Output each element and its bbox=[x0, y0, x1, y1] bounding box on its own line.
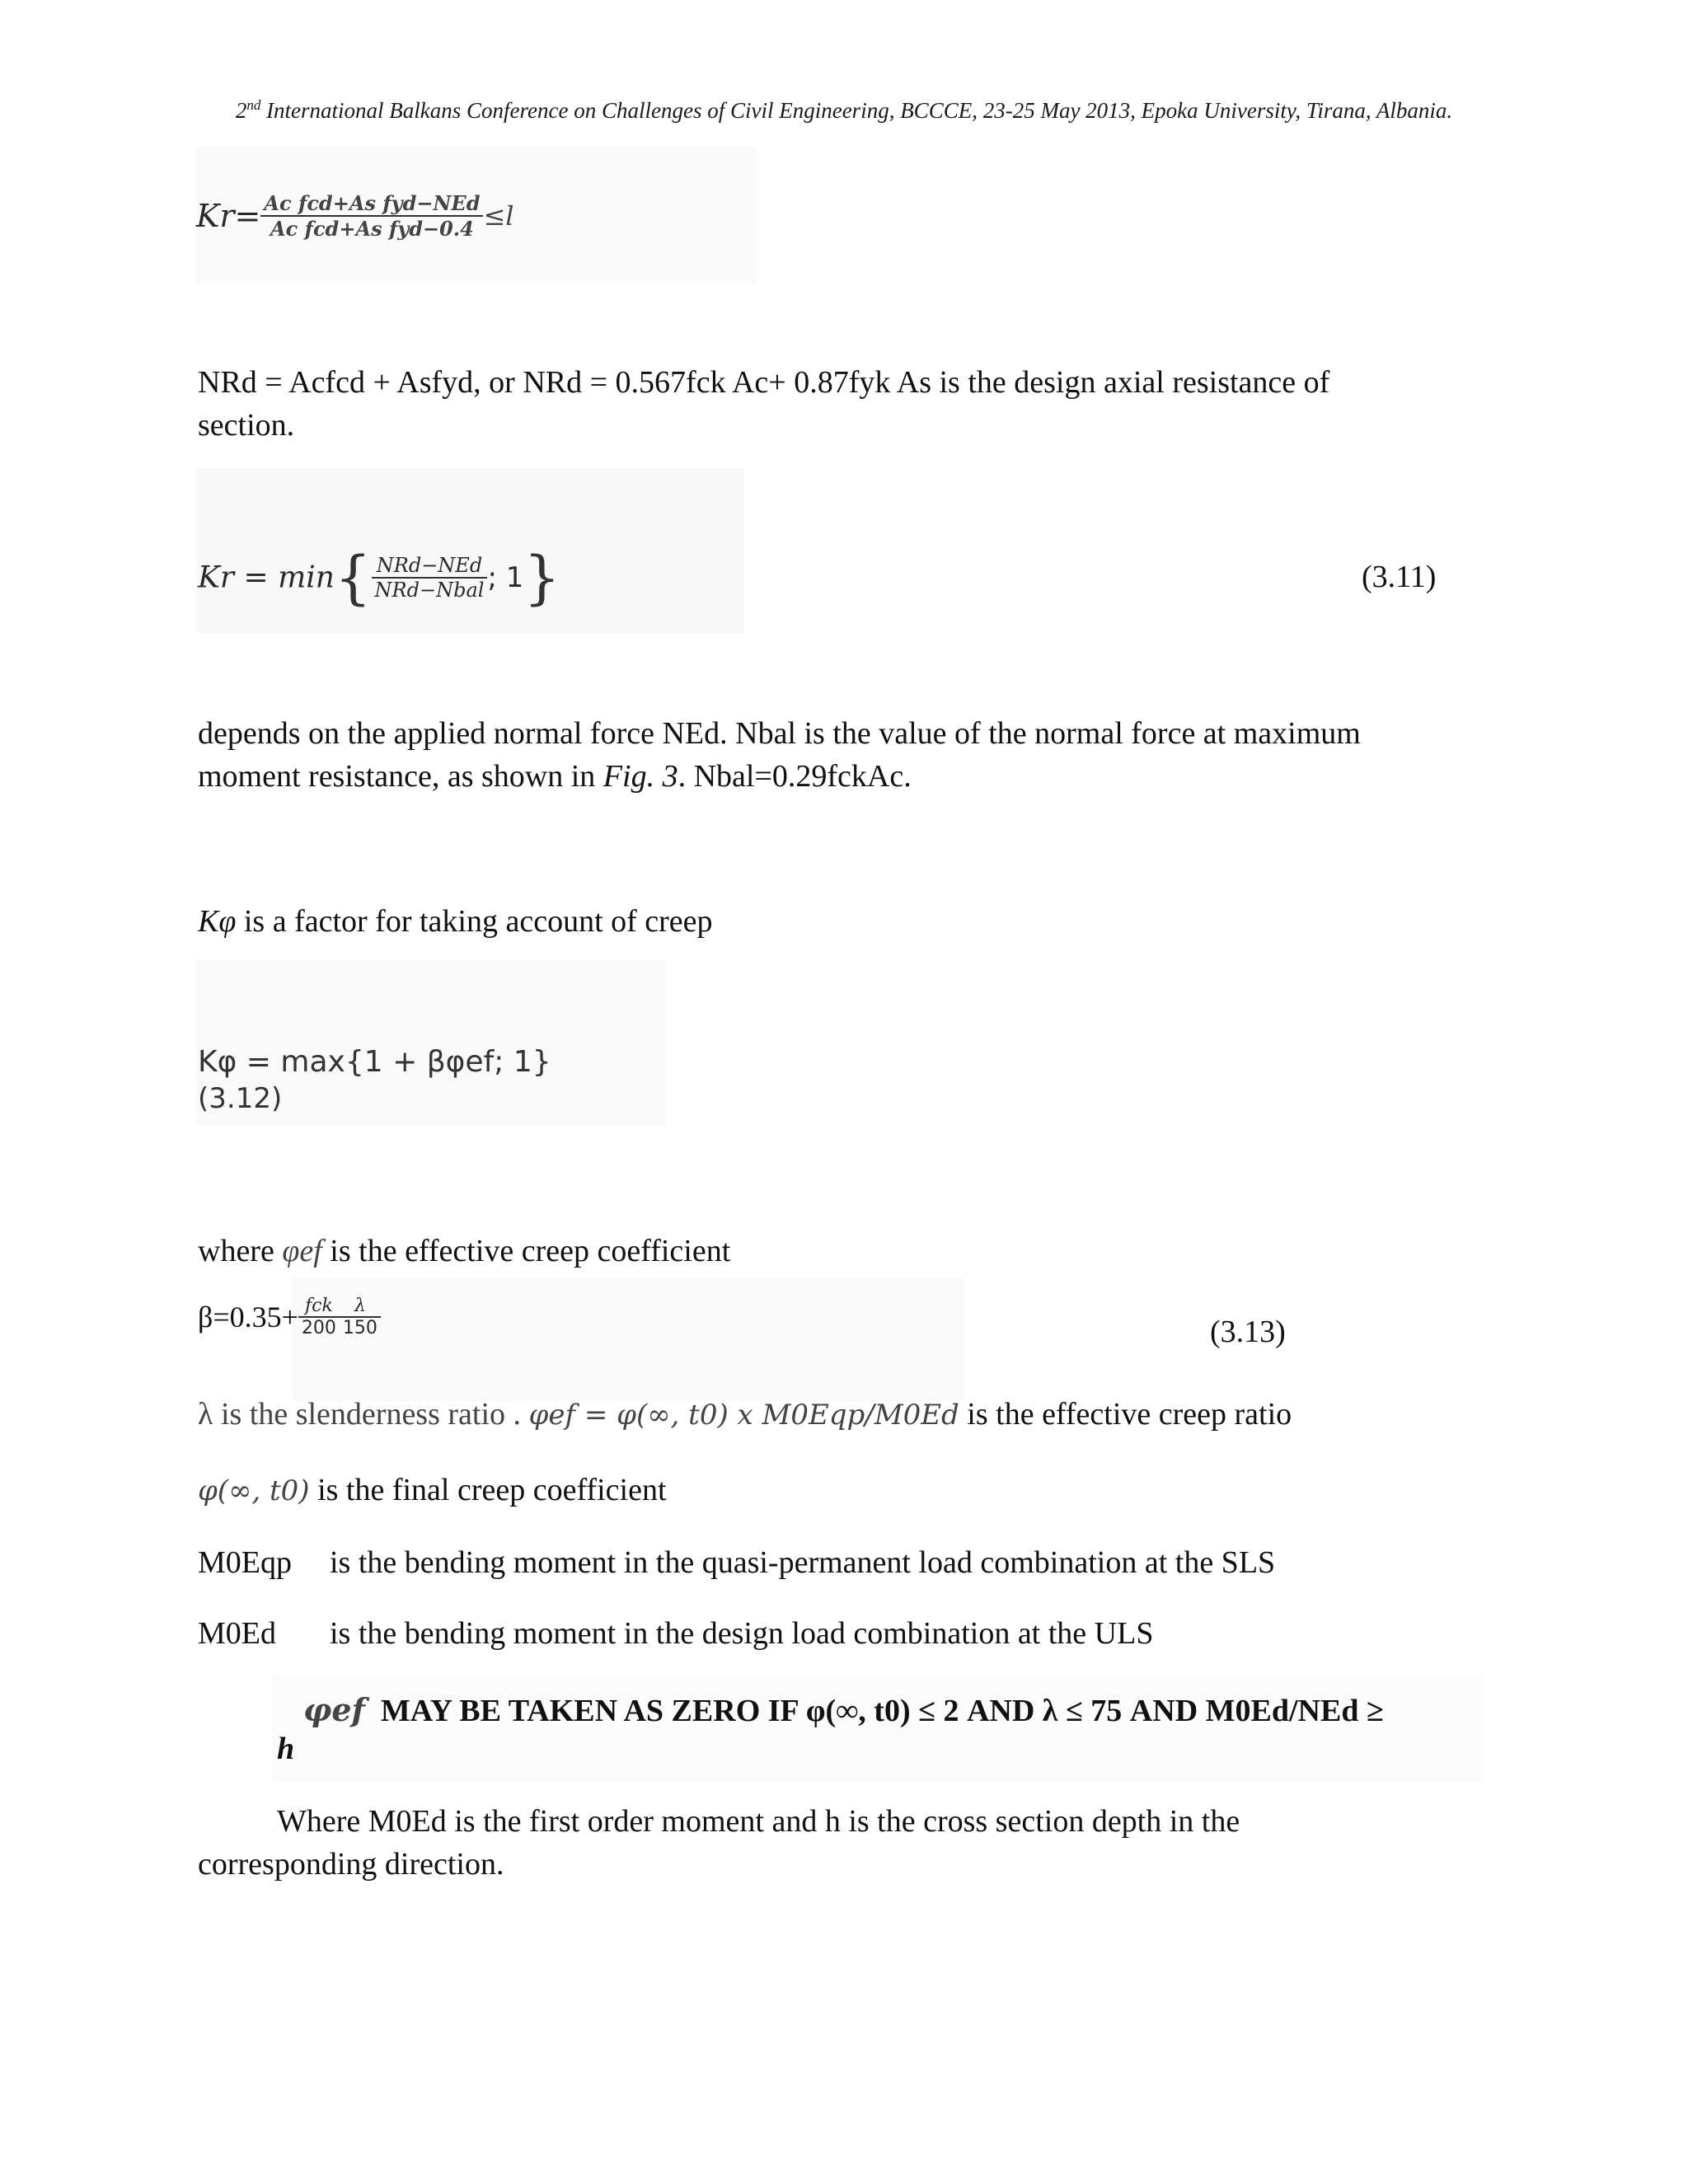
equation-3-13 bbox=[198, 1296, 381, 1338]
equation-kr bbox=[196, 191, 514, 241]
paragraph-nrd-line2: section. bbox=[198, 408, 295, 443]
header-text: International Balkans Conference on Challenges of Civil Engineering, BCCCE, 23-25 May 2013, Epoka University, Tirana, Albania. bbox=[260, 98, 1453, 123]
equation-3-11-number: (3.11) bbox=[1362, 560, 1437, 594]
paragraph-depends-line2 bbox=[198, 755, 1517, 798]
paragraph-lambda-text2: is the effective creep ratio bbox=[959, 1397, 1292, 1432]
equation-3-12-expression: Kφ = max{1 + βφef; 1} bbox=[198, 1045, 551, 1079]
paragraph-depends bbox=[198, 712, 1517, 798]
equation-3-13-num2: λ bbox=[340, 1296, 381, 1318]
paragraph-lambda-symbol: λ bbox=[198, 1397, 213, 1432]
equation-3-11-tail: ; 1 bbox=[487, 561, 524, 594]
definition-m0ed-text: is the bending moment in the design load combination at the ULS bbox=[330, 1616, 1154, 1651]
definition-m0ed bbox=[198, 1612, 1153, 1655]
equation-3-11-lhs: Kr = min bbox=[198, 560, 335, 595]
equation-kr-fraction bbox=[260, 191, 483, 241]
paragraph-kphi-symbol: Kφ bbox=[198, 904, 237, 939]
equation-3-13-den2: 150 bbox=[342, 1318, 377, 1338]
caps-condition bbox=[303, 1691, 1384, 1729]
equation-kr-rhs: ≤l bbox=[483, 200, 514, 232]
paragraph-phi-infinity-text: is the final creep coefficient bbox=[309, 1473, 667, 1507]
paragraph-depends-line2a: moment resistance, as shown in bbox=[198, 759, 603, 794]
equation-3-12-number: (3.12) bbox=[198, 1082, 283, 1115]
header-sup: nd bbox=[246, 97, 261, 113]
equation-3-11-denominator: NRd−Nbal bbox=[374, 579, 485, 602]
equation-3-13-num1: fck bbox=[298, 1296, 340, 1318]
equation-3-11-brace-right: } bbox=[523, 544, 560, 612]
paragraph-where-text: is the effective creep coefficient bbox=[321, 1234, 731, 1268]
paragraph-final-line1: Where M0Ed is the first order moment and h is the cross section depth in the bbox=[277, 1804, 1240, 1839]
equation-3-13-den1: 200 bbox=[301, 1318, 336, 1338]
paragraph-lambda-formula: φef = φ(∞, t0) x M0Eqp/M0Ed bbox=[528, 1399, 959, 1432]
paragraph-lambda-text1: is the slenderness ratio . bbox=[213, 1397, 529, 1432]
equation-3-13-fraction-2 bbox=[340, 1296, 381, 1338]
equation-kr-numerator: Ac fcd+As fyd−NEd bbox=[260, 191, 483, 217]
paragraph-where-symbol: φef bbox=[282, 1234, 322, 1268]
running-header bbox=[0, 97, 1688, 124]
paragraph-phi-infinity-symbol: φ(∞, t0) bbox=[198, 1474, 310, 1507]
caps-condition-symbol: φef bbox=[303, 1691, 365, 1728]
equation-3-13-image bbox=[293, 1277, 964, 1401]
paragraph-kphi bbox=[198, 900, 713, 943]
definition-m0eqp-text: is the bending moment in the quasi-permanent load combination at the SLS bbox=[330, 1545, 1276, 1580]
caps-condition-text: MAY BE TAKEN AS ZERO IF φ(∞, t0) ≤ 2 AND λ ≤ 75 AND M0Ed/NEd ≥ bbox=[380, 1694, 1384, 1728]
paragraph-nrd-line1: NRd = Acfcd + Asfyd, or NRd = 0.567fck Ac+ 0.87fyk As is the design axial resistance of bbox=[198, 365, 1330, 400]
definition-m0eqp bbox=[198, 1541, 1275, 1584]
paragraph-nrd bbox=[198, 361, 1484, 447]
paragraph-depends-line1: depends on the applied normal force NEd. Nbal is the value of the normal force at maximum bbox=[198, 716, 1361, 751]
paragraph-final bbox=[198, 1800, 1517, 1886]
header-prefix: 2 bbox=[235, 98, 247, 123]
caps-condition-h: h bbox=[277, 1732, 295, 1766]
paragraph-where-lead: where bbox=[198, 1234, 283, 1268]
definition-m0ed-term: M0Ed bbox=[198, 1616, 276, 1651]
paragraph-phi-infinity bbox=[198, 1469, 667, 1512]
equation-3-11-brace-left: { bbox=[335, 544, 372, 612]
definition-m0eqp-term: M0Eqp bbox=[198, 1545, 292, 1580]
equation-3-11 bbox=[198, 544, 560, 612]
equation-3-13-fraction-1 bbox=[298, 1296, 340, 1338]
equation-3-11-fraction bbox=[372, 554, 488, 602]
equation-3-13-lhs: β=0.35+ bbox=[198, 1301, 298, 1333]
equation-3-12 bbox=[198, 1045, 551, 1115]
paragraph-lambda bbox=[198, 1393, 1292, 1436]
paragraph-depends-line2c: . Nbal=0.29fckAc. bbox=[678, 759, 912, 794]
equation-kr-denominator: Ac fcd+As fyd−0.4 bbox=[270, 217, 474, 241]
figure-reference: Fig. 3 bbox=[603, 759, 678, 794]
paragraph-final-line2: corresponding direction. bbox=[198, 1847, 504, 1882]
paragraph-kphi-text: is a factor for taking account of creep bbox=[236, 904, 713, 939]
equation-kr-lhs: Kr= bbox=[196, 198, 261, 234]
paragraph-where bbox=[198, 1230, 730, 1272]
caps-condition-line2 bbox=[277, 1731, 294, 1767]
equation-3-11-numerator: NRd−NEd bbox=[372, 554, 488, 579]
equation-3-13-number: (3.13) bbox=[1210, 1315, 1286, 1349]
